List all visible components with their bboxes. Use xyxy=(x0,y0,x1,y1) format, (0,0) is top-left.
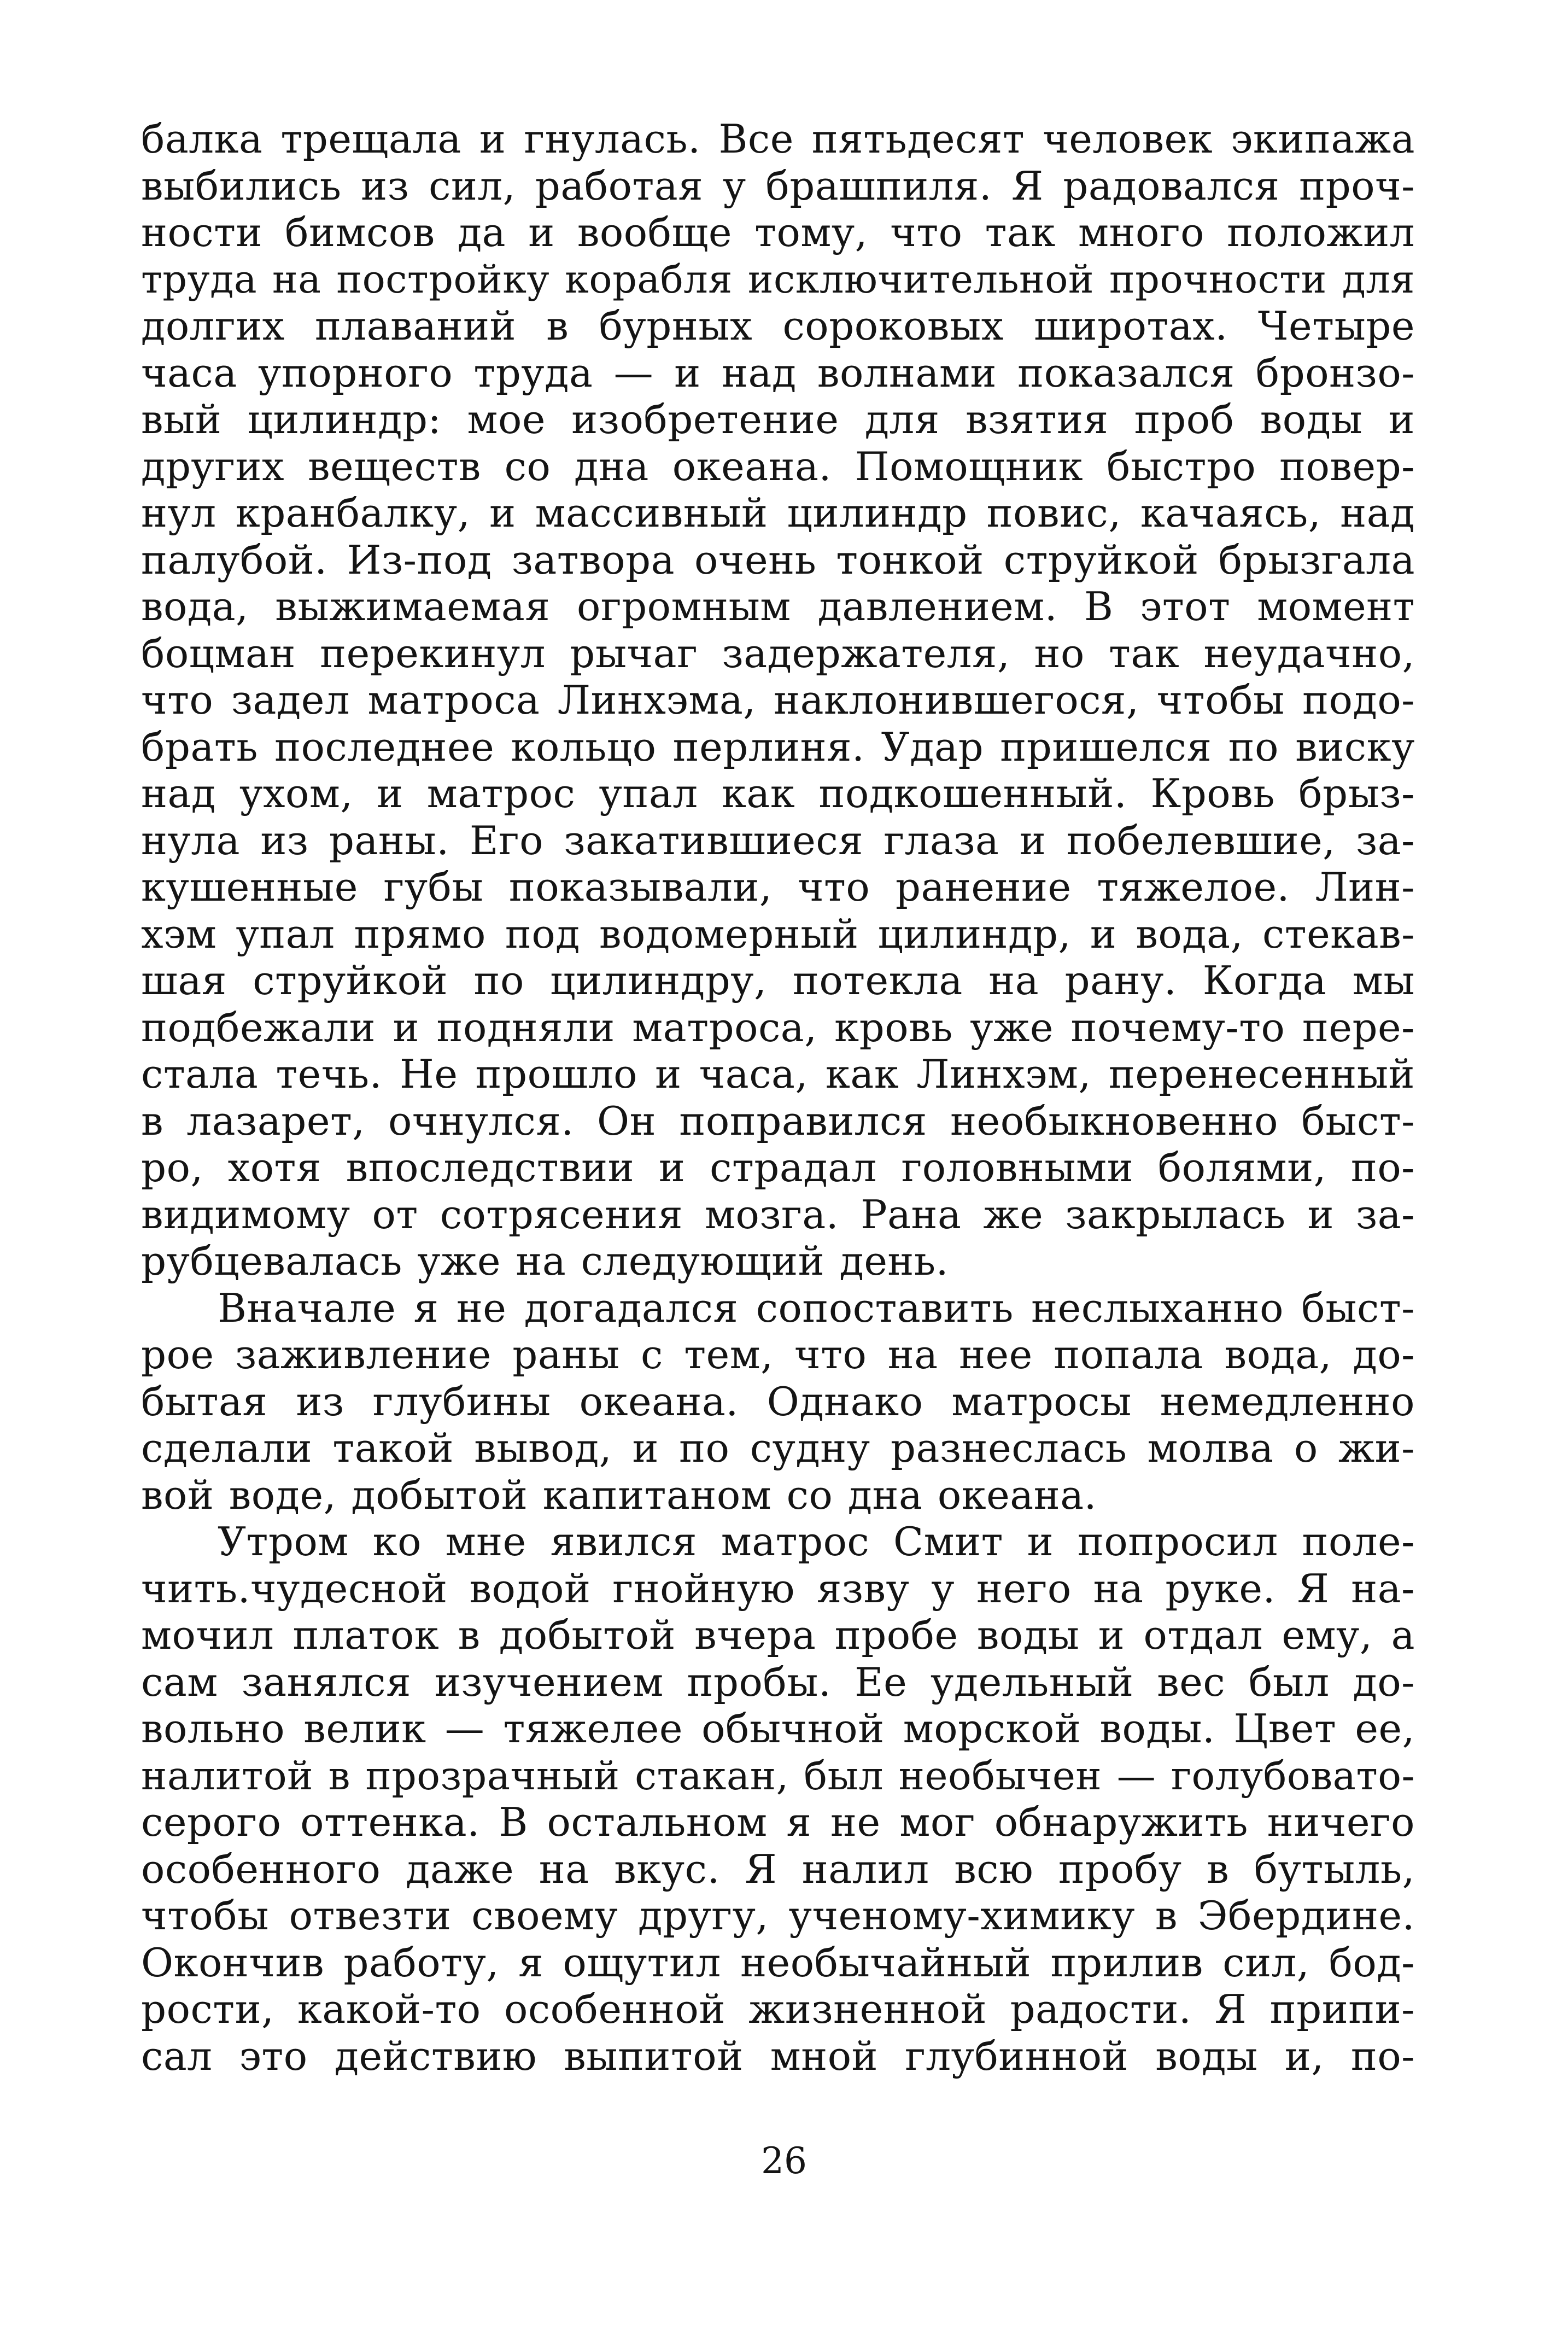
text-line: хэм упал прямо под водомерный цилиндр, и вода, стекав- xyxy=(141,911,1415,957)
text-line: вой воде, добытой капитаном со дна океана. xyxy=(141,1472,1097,1518)
text-line: стала течь. Не прошло и часа, как Линхэм, перенесенный xyxy=(141,1051,1415,1097)
text-line: чтобы отвезти своему другу, ученому-химику в Эбердине. xyxy=(141,1893,1415,1939)
text-line: мочил платок в добытой вчера пробе воды и отдал ему, а xyxy=(141,1612,1415,1658)
text-line: других веществ со дна океана. Помощник быстро повер- xyxy=(141,443,1415,489)
text-line: брать последнее кольцо перлиня. Удар пришелся по виску xyxy=(141,723,1415,770)
text-line: сам занялся изучением пробы. Ее удельный вес был до- xyxy=(141,1659,1415,1705)
text-line: выбились из сил, работая у брашпиля. Я радовался проч- xyxy=(141,162,1415,209)
text-line: вольно велик — тяжелее обычной морской воды. Цвет ее, xyxy=(141,1706,1415,1752)
text-line: палубой. Из-под затвора очень тонкой струйкой брызгала xyxy=(141,536,1415,583)
text-line: серого оттенка. В остальном я не мог обнаружить ничего xyxy=(141,1799,1415,1845)
text-line: шая струйкой по цилиндру, потекла на рану. Когда мы xyxy=(141,958,1415,1003)
text-line: вый цилиндр: мое изобретение для взятия проб воды и xyxy=(141,396,1415,442)
text-line: ро, хотя впоследствии и страдал головными болями, по- xyxy=(141,1145,1415,1190)
body-text xyxy=(141,116,1415,2080)
text-line: чить.чудесной водой гнойную язву у него на руке. Я на- xyxy=(141,1565,1415,1612)
text-line: ности бимсов да и вообще тому, что так много положил xyxy=(141,209,1415,255)
text-line: рое заживление раны с тем, что на нее попала вода, до- xyxy=(141,1332,1415,1378)
text-line: Утром ко мне явился матрос Смит и попросил поле- xyxy=(218,1519,1415,1565)
text-line: сделали такой вывод, и по судну разнеслась молва о жи- xyxy=(141,1425,1415,1471)
page-number: 26 xyxy=(761,2140,807,2182)
text-line: в лазарет, очнулся. Он поправился необыкновенно быст- xyxy=(141,1098,1415,1144)
text-line: над ухом, и матрос упал как подкошенный. Кровь брыз- xyxy=(141,771,1415,816)
text-line: видимому от сотрясения мозга. Рана же закрылась и за- xyxy=(141,1191,1415,1238)
text-line: Вначале я не догадался сопоставить неслыханно быст- xyxy=(218,1285,1415,1331)
text-line: особенного даже на вкус. Я налил всю пробу в бутыль, xyxy=(141,1846,1415,1892)
text-line: налитой в прозрачный стакан, был необычен — голубовато- xyxy=(141,1753,1415,1799)
text-line: рубцевалась уже на следующий день. xyxy=(141,1238,949,1284)
text-line: Окончив работу, я ощутил необычайный прилив сил, бод- xyxy=(141,1939,1415,1986)
text-line: труда на постройку корабля исключительной прочности для xyxy=(141,256,1415,302)
text-line: долгих плаваний в бурных сороковых широтах. Четыре xyxy=(141,303,1415,349)
text-line: бытая из глубины океана. Однако матросы немедленно xyxy=(141,1378,1415,1425)
text-line: часа упорного труда — и над волнами показался бронзо- xyxy=(141,349,1415,396)
text-line: нула из раны. Его закатившиеся глаза и побелевшие, за- xyxy=(141,817,1415,863)
text-line: что задел матроса Линхэма, наклонившегося, чтобы подо- xyxy=(141,677,1415,723)
text-line: вода, выжимаемая огромным давлением. В этот момент xyxy=(141,583,1415,629)
text-line: балка трещала и гнулась. Все пятьдесят человек экипажа xyxy=(141,116,1415,162)
text-line: нул кранбалку, и массивный цилиндр повис, качаясь, над xyxy=(141,490,1415,536)
text-line: боцман перекинул рычаг задержателя, но так неудачно, xyxy=(141,630,1415,676)
text-line: рости, какой-то особенной жизненной радости. Я припи- xyxy=(141,1986,1415,2032)
text-line: кушенные губы показывали, что ранение тяжелое. Лин- xyxy=(141,864,1415,910)
text-line: подбежали и подняли матроса, кровь уже почему-то пере- xyxy=(141,1004,1415,1050)
text-line: сал это действию выпитой мной глубинной воды и, по- xyxy=(141,2033,1415,2079)
